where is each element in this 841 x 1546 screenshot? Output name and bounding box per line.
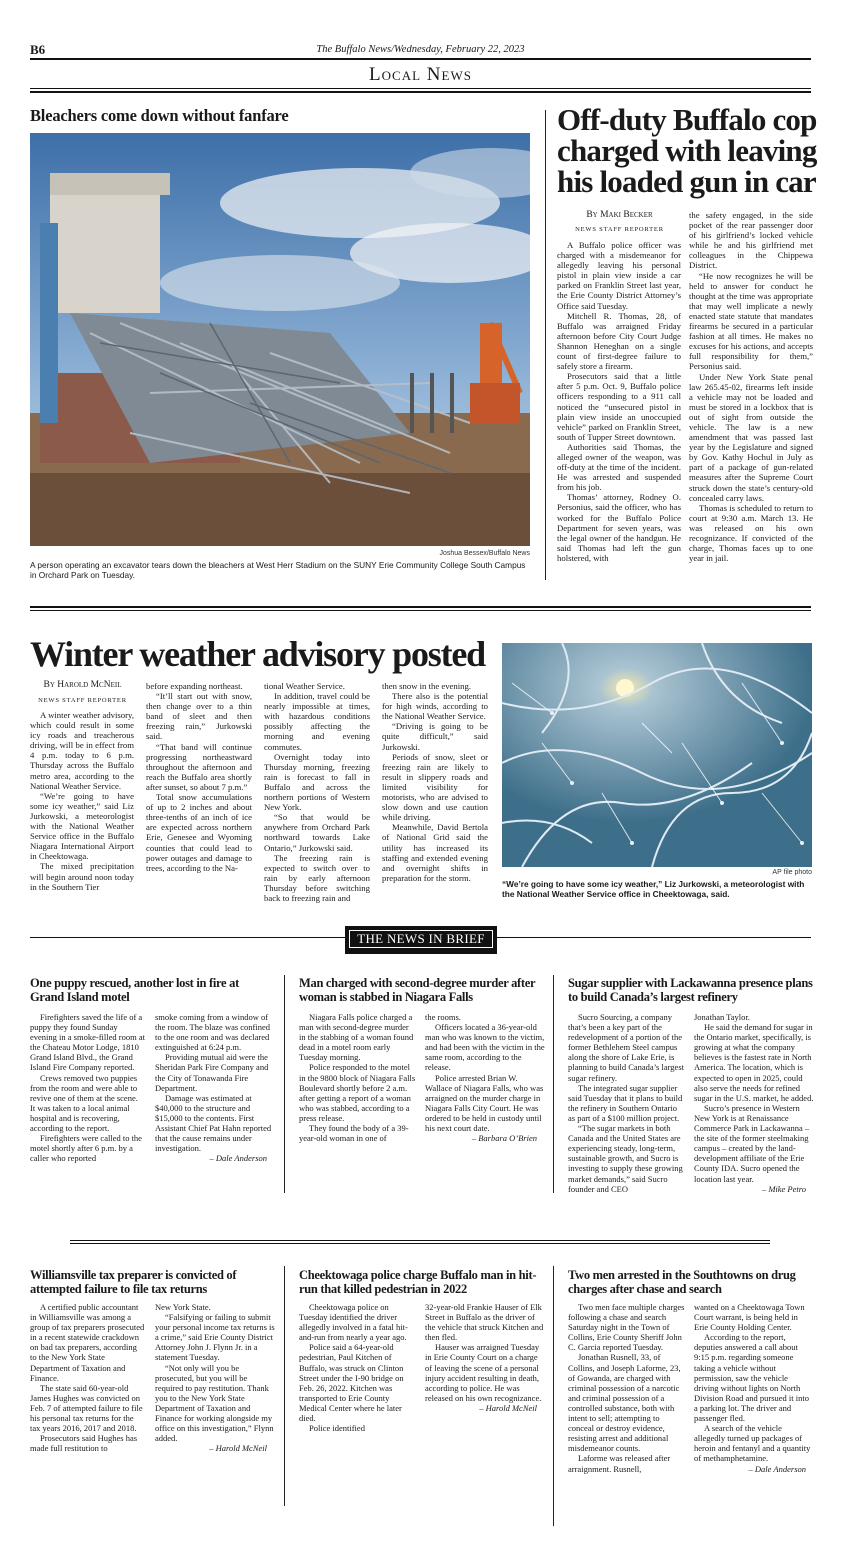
- paragraph: A Buffalo police officer was charged with a misdemeanor for allegedly leaving his personal pistol in plain view inside a car parked on Franklin Street last year, the Erie County District Attorney’s Office said Tuesday.: [557, 240, 681, 311]
- paragraph: He said the demand for sugar in the Ontario market, specifically, is growing at what the company believes is the fastest rate in North America. The location, which is expected to open in 2025, could also serve the needs for refined sugar in the U.S. market, he added.: [694, 1022, 814, 1103]
- brief-headline: Cheektowaga police charge Buffalo man in hit-run that killed pedestrian in 2022: [299, 1268, 537, 1296]
- section-title: Local News: [369, 64, 472, 85]
- brief-headline: One puppy rescued, another lost in fire at Grand Island motel: [30, 976, 239, 1004]
- brief-column: [30, 1302, 145, 1453]
- brief-signature: – Harold McNeil: [209, 1443, 267, 1454]
- cop-staff: NEWS STAFF REPORTER: [575, 226, 664, 233]
- paragraph: The integrated sugar supplier said Tuesday that it plans to build the refinery in Southern Ontario as part of a $100 million project.: [568, 1082, 683, 1123]
- brief-signature: – Harold McNeil: [479, 1402, 537, 1413]
- paragraph: 32-year-old Frankie Hauser of Elk Street in Buffalo as the driver of the vehicle that struck Kitchen and then fled.: [425, 1302, 544, 1343]
- brief-column: [568, 1012, 685, 1194]
- column-divider: [545, 110, 546, 580]
- paragraph: The mixed precipitation will begin around noon today in the Southern Tier: [30, 861, 134, 892]
- winter-staff: NEWS STAFF REPORTER: [38, 697, 127, 704]
- paragraph: smoke coming from a window of the room. The blaze was confined to the one room and was declared extinguished at 6:24 p.m.: [155, 1012, 271, 1053]
- paragraph: Hauser was arraigned Tuesday in Erie County Court on a charge of leaving the scene of a personal injury accident resulting in death, according to police. He was released on his own recognizance.: [425, 1342, 542, 1403]
- paragraph: then snow in the evening.: [382, 681, 472, 691]
- brief-column: [568, 1302, 685, 1474]
- cop-column-2: [689, 210, 813, 563]
- bleachers-photo: [30, 133, 530, 546]
- cop-headline: Off-duty Buffalo cop charged with leaving his loaded gun in car: [557, 102, 817, 199]
- winter-column-3: [264, 681, 370, 903]
- winter-column-2: [146, 681, 252, 873]
- section-rule-1: [30, 88, 811, 89]
- winter-caption: “We’re going to have some icy weather,” Liz Jurkowski, a meteorologist with the National Weather Service office in Cheektowaga, said.: [502, 879, 805, 899]
- paragraph: Meanwhile, David Bertola of National Grid said the utility has increased its staffing and extended evening and overnight shifts in preparation for the storm.: [382, 822, 488, 883]
- news-in-brief-label-box: [345, 926, 497, 954]
- paragraph: Mitchell R. Thomas, 28, of Buffalo was arraigned Friday afternoon before City Court Judge Shannon Heneghan on a single count of first-degree failure to safely store a firearm.: [557, 310, 681, 372]
- brief-divider: [553, 975, 554, 1193]
- brief-column: [155, 1302, 275, 1453]
- bleachers-caption: A person operating an excavator tears down the bleachers at West Herr Stadium on the SUNY Erie Community College South Campus in Orchard Park on Tuesday.: [30, 560, 526, 580]
- paragraph: Thomas’ attorney, Rodney O. Personius, said the officer, who has worked for the Buffalo Police Department for seven years, was the legal owner of the handgun. He said Thomas had left the gun holstered, with: [557, 492, 681, 563]
- dateline: The Buffalo News/Wednesday, February 22, 2023: [316, 44, 525, 55]
- paragraph: “It’ll start out with snow, then change over to a thin band of sleet and then freezing rain,” Jurkowski said.: [146, 691, 252, 742]
- paragraph: The freezing rain is expected to switch over to rain by early afternoon Thursday before switching back to freezing rain and: [264, 852, 370, 903]
- brief-signature: – Barbara O’Brien: [471, 1133, 537, 1144]
- paragraph: Under New York State penal law 265.45-02, firearms left inside a vehicle may not be loaded and must be stored in a lockbox that is out of sight from outside the vehicle. The law is a new amendment that was passed last year by the Legislature and signed by Gov. Kathy Hochul in July as part of a package of gun-related measures after the Supreme Court struck down the state’s century-old concealed carry laws.: [689, 371, 813, 503]
- brief-column: [155, 1012, 275, 1163]
- paragraph: Police responded to the motel in the 9800 block of Niagara Falls Boulevard shortly before 2 a.m. after getting a report of a woman who was stabbed, according to a press release.: [299, 1062, 416, 1123]
- paragraph: New York State.: [155, 1302, 211, 1312]
- paragraph: Niagara Falls police charged a man with second-degree murder in the stabbing of a woman found dead in a motel room early Tuesday morning.: [299, 1012, 414, 1063]
- paragraph: There also is the potential for high winds, according to the National Weather Service.: [382, 691, 488, 722]
- brief-signature: – Dale Anderson: [209, 1153, 267, 1164]
- paragraph: Periods of snow, sleet or freezing rain are likely to result in slippery roads and limited visibility for motorists, who are advised to slow down and use caution while driving.: [382, 751, 488, 823]
- paragraph: wanted on a Cheektowaga Town Court warrant, is being held in Erie County Holding Center.: [694, 1302, 805, 1333]
- paragraph: “Falsifying or failing to submit your personal income tax returns is a crime,” said Erie County District Attorney John J. Flynn Jr. in a statement Tuesday.: [155, 1312, 275, 1363]
- paragraph: “He now recognizes he will be held to answer for conduct he thought at the time was appropriate that may well implicate a newly enacted state statute that mandates firearms be secured in a particular fashion at all times. He makes no excuses for his actions, and accepts full responsibility for them,” Personius said.: [689, 270, 813, 372]
- paragraph: A winter weather advisory, which could result in some icy roads and treacherous driving, will be in effect from 4 p.m. today to 6 p.m. Thursday across the Buffalo metro area, according to the National Weather Service.: [30, 710, 134, 791]
- paragraph: tional Weather Service.: [264, 681, 345, 691]
- brief-divider: [553, 1266, 554, 1526]
- brief-headline: Two men arrested in the Southtowns on drug charges after chase and search: [568, 1268, 796, 1296]
- paragraph: A certified public accountant in Williamsville was among a group of tax preparers prosecuted in a recent statewide crackdown on bad tax preparers, according to the New York State Department of Taxation and Finance.: [30, 1302, 145, 1383]
- winter-column-1: [30, 710, 134, 892]
- brief-column: [299, 1012, 416, 1143]
- brief-column: [694, 1302, 814, 1474]
- cop-column-1: [557, 240, 681, 563]
- paragraph: “Not only will you be prosecuted, but you will be required to pay restitution. Thank you to the New York State Department of Taxation and Finance for working alongside my office on this investigation,” Flynn added.: [155, 1362, 274, 1444]
- paragraph: The state said 60-year-old James Hughes was convicted on Feb. 7 of attempted failure to file his personal tax returns for the tax years 2016, 2017 and 2018.: [30, 1382, 143, 1434]
- brief-column: [694, 1012, 814, 1194]
- paragraph: the safety engaged, in the side pocket of the rear passenger door of his girlfriend’s locked vehicle while he and his girlfriend met colleagues in the Chippewa District.: [689, 210, 813, 271]
- cop-byline: By Maki Becker: [586, 210, 653, 220]
- paragraph: Prosecutors said Hughes has made full restitution to: [30, 1433, 138, 1454]
- paragraph: “So that would be anywhere from Orchard Park northward towards Lake Ontario,” Jurkowski said.: [264, 812, 370, 853]
- brief-row-rule: [70, 1240, 770, 1241]
- brief-headline: Williamsville tax preparer is convicted of attempted failure to file tax returns: [30, 1268, 237, 1296]
- paragraph: Firefighters were called to the motel shortly after 6 p.m. by a caller who reported: [30, 1133, 142, 1164]
- paragraph: before expanding northeast.: [146, 681, 243, 691]
- paragraph: Jonathan Taylor.: [694, 1012, 750, 1022]
- paragraph: According to the report, deputies answered a call about 9:15 p.m. regarding someone taking a vehicle without permission, saw the vehicle driving without lights on North Division Road and pursued it into a parking lot. The driver and passenger fled.: [694, 1332, 809, 1424]
- bleachers-headline: Bleachers come down without fanfare: [30, 106, 289, 125]
- brief-signature: – Mike Petro: [761, 1183, 806, 1194]
- winter-byline: By Harold McNeil: [43, 680, 122, 690]
- paragraph: Firefighters saved the life of a puppy they found Sunday evening in a smoke-filled room at the Chateau Motor Lodge, 1810 Grand Island Blvd., the Grand Island Fire Company reported.: [30, 1012, 145, 1073]
- story-rule-2: [30, 610, 811, 611]
- paragraph: Crews removed two puppies from the room and were able to revive one of them at the scene. It was taken to a local animal hospital and is recovering, according to the report.: [30, 1072, 138, 1134]
- paragraph: “The sugar markets in both Canada and the United States are experiencing steady, long-term, sustainable growth, and Sucro is investing to supply these growing market demands,” said Sucro founder and CEO: [568, 1123, 683, 1194]
- paragraph: They found the body of a 39-year-old woman in one of: [299, 1123, 409, 1144]
- paragraph: Police said a 64-year-old pedestrian, Paul Kitchen of Buffalo, was struck on Clinton Street under the I-90 bridge on Feb. 26, 2022. Kitchen was transported to Erie County Medical Center where he later died.: [299, 1342, 404, 1424]
- paragraph: Total snow accumulations of up to 2 inches and about three-tenths of an inch of ice are expected across northern Erie, Genesee and Wyoming counties that could lead to power outages and damage to trees, according to the Na-: [146, 792, 252, 873]
- paragraph: “We’re going to have some icy weather,” said Liz Jurkowski, a meteorologist with the National Weather Service office in the Buffalo Niagara International Airport in Cheektowaga.: [30, 790, 134, 862]
- brief-column: [425, 1302, 545, 1413]
- paragraph: the rooms.: [425, 1012, 461, 1022]
- paragraph: Providing mutual aid were the Sheridan Park Fire Company and the City of Tonawanda Fire Department.: [155, 1052, 269, 1093]
- winter-column-4: [382, 681, 488, 883]
- brief-row-rule: [70, 1243, 770, 1244]
- news-in-brief-label: THE NEWS IN BRIEF: [349, 930, 493, 948]
- paragraph: Prosecutors said that a little after 5 p.m. Oct. 9, Buffalo police officers responding to a 911 call noticed the “unsecured pistol in plain view inside an unoccupied vehicle” parked on Franklin Street, south of Tupper Street downtown.: [557, 371, 681, 442]
- winter-credit: AP file photo: [772, 869, 812, 876]
- bleachers-credit: Joshua Bessex/Buffalo News: [439, 550, 530, 557]
- brief-headline: Man charged with second-degree murder after woman is stabbed in Niagara Falls: [299, 976, 536, 1004]
- header-rule: [30, 58, 811, 60]
- brief-divider: [284, 1266, 285, 1506]
- paragraph: Sucro Sourcing, a company that’s been a key part of the redevelopment of a portion of the former Bethlehem Steel campus along the shore of Lake Erie, is planning to build Canada’s largest sugar refinery.: [568, 1012, 684, 1083]
- brief-column: [30, 1012, 145, 1163]
- story-rule-1: [30, 606, 811, 608]
- brief-signature: – Dale Anderson: [748, 1463, 806, 1474]
- paragraph: Two men face multiple charges following a chase and search Saturday night in the Town of Collins, Erie County Sheriff John C. Garcia reported Tuesday.: [568, 1302, 685, 1353]
- section-rule-2: [30, 91, 811, 93]
- paragraph: Authorities said Thomas, the alleged owner of the weapon, was off-duty at the time of the incident. He was arrested and suspended from his job.: [557, 441, 681, 493]
- icy-branches-photo: [502, 643, 812, 867]
- paragraph: Police identified: [309, 1423, 365, 1434]
- paragraph: A search of the vehicle allegedly turned up packages of heroin and fentanyl and a quantity of methamphetamine.: [694, 1423, 811, 1464]
- paragraph: Cheektowaga police on Tuesday identified the driver allegedly involved in a fatal hit-and-run from nearly a year ago.: [299, 1302, 408, 1343]
- paragraph: “That band will continue progressing northeastward throughout the afternoon and reach the Buffalo area shortly after sunset, so about 7 p.m.”: [146, 741, 252, 792]
- paragraph: Police arrested Brian W. Wallace of Niagara Falls, who was arraigned on the murder charge in Niagara Falls City Court. He was ordered to be held in custody until his next court date.: [425, 1072, 544, 1134]
- paragraph: In addition, travel could be nearly impossible at times, with hazardous conditions possibly affecting the morning and evening commutes.: [264, 691, 370, 752]
- paragraph: Overnight today into Thursday morning, freezing rain is forecast to fall in Buffalo and across the northern portions of Western New York.: [264, 751, 370, 813]
- brief-divider: [284, 975, 285, 1193]
- brief-column: [425, 1012, 545, 1143]
- paragraph: “Driving is going to be quite difficult,” said Jurkowski.: [382, 721, 488, 752]
- winter-headline: Winter weather advisory posted: [30, 634, 485, 674]
- paragraph: Jonathan Rusnell, 33, of Collins, and Joseph Laforme, 23, of Gowanda, are charged with criminal possession of a narcotic and criminal possession of a controlled substance, both with intent to sell; attempting to conceal or destroy evidence, resisting arrest and additional misdemeanor counts.: [568, 1352, 681, 1454]
- paragraph: Sucro’s presence in Western New York is at Renaissance Commerce Park in Lackawanna – the site of the former steelmaking campus – created by the land-development affiliate of the Erie County IDA. Sucro opened the location last year.: [694, 1102, 810, 1184]
- brief-headline: Sugar supplier with Lackawanna presence plans to build Canada’s largest refinery: [568, 976, 813, 1004]
- brief-column: [299, 1302, 416, 1433]
- paragraph: Officers located a 36-year-old man who was known to the victim, and had been with the victim in the same room, according to the release.: [425, 1022, 545, 1073]
- paragraph: Laforme was released after arraignment. Rusnell,: [568, 1453, 671, 1474]
- paragraph: Damage was estimated at $40,000 to the structure and $15,000 to the contents. First Assistant Chief Pat Hahn reported that the cause remains under investigation.: [155, 1092, 272, 1154]
- paragraph: Thomas is scheduled to return to court at 9:30 a.m. March 13. He was released on his own recognizance. If convicted of the charge, Thomas faces up to one year in jail.: [689, 502, 813, 564]
- page-number: B6: [30, 42, 46, 57]
